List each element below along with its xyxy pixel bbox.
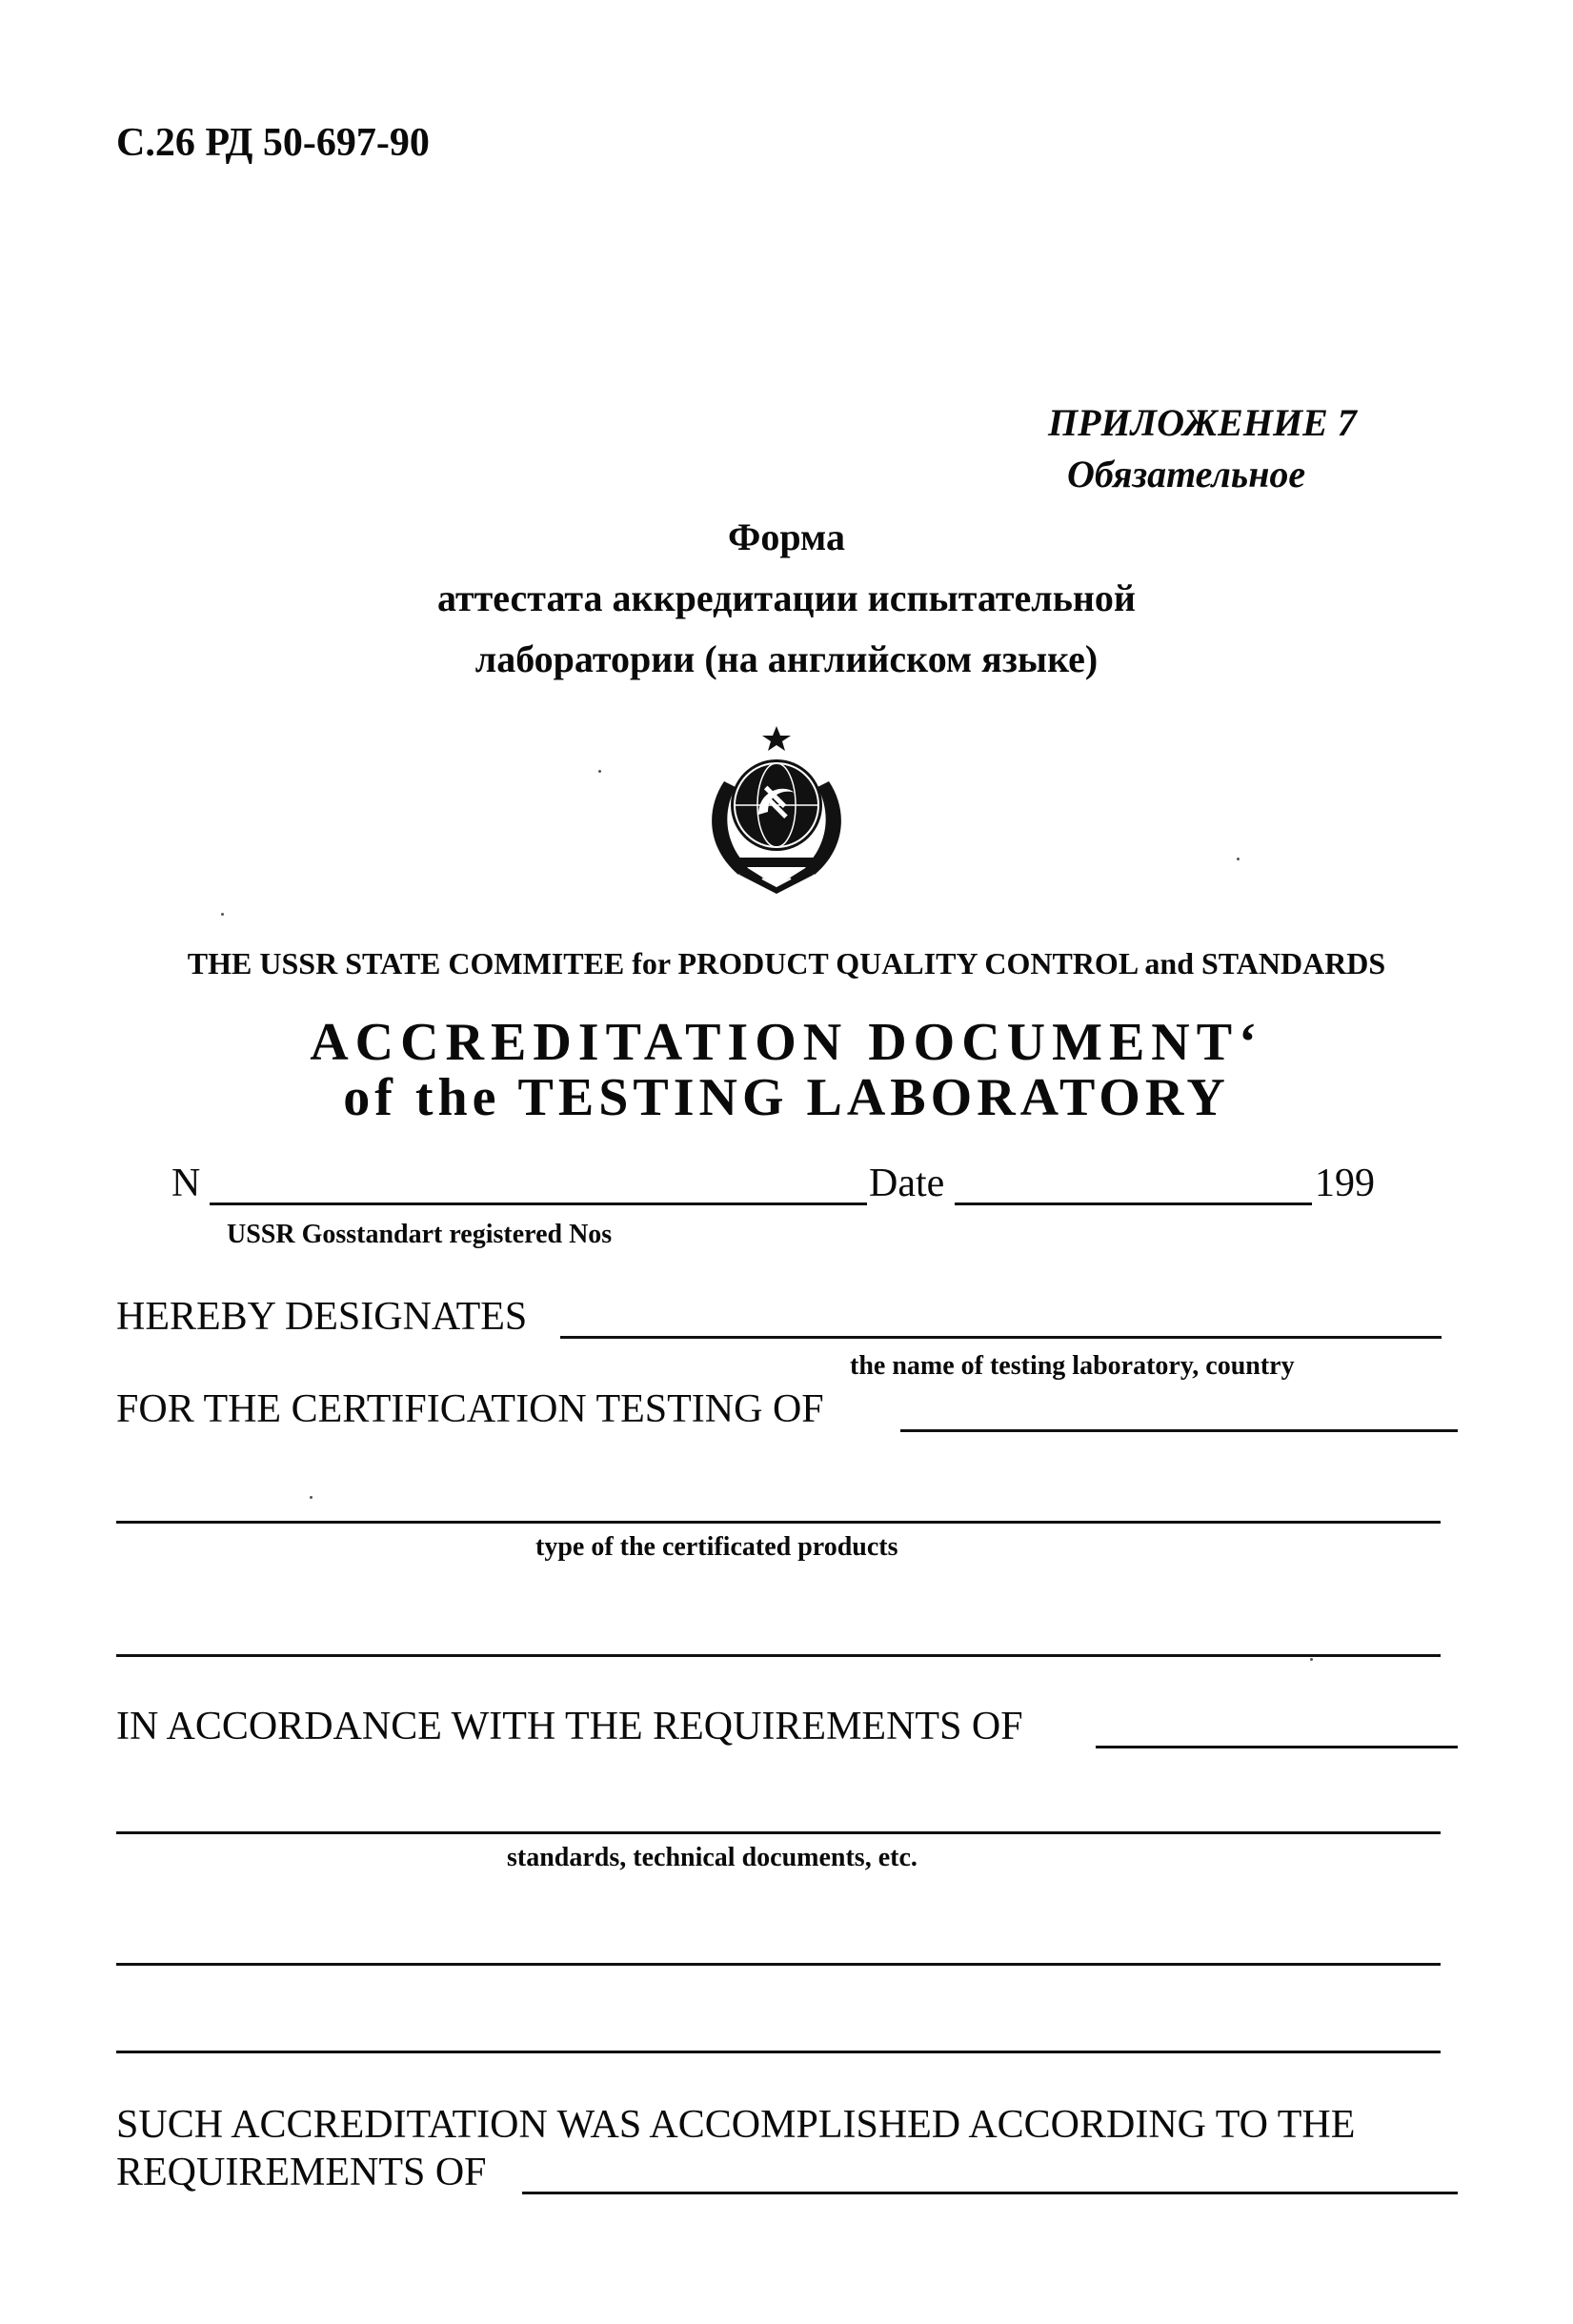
- standards-field-continued-1[interactable]: [116, 1963, 1441, 1966]
- scan-speck: [1237, 858, 1240, 860]
- standards-caption: standards, technical documents, etc.: [507, 1843, 918, 1872]
- accomplished-line2: REQUIREMENTS OF: [116, 2151, 487, 2194]
- page-reference: С.26 РД 50-697-90: [116, 121, 430, 165]
- document-title-line2: of the TESTING LABORATORY: [343, 1068, 1230, 1127]
- scan-speck: [310, 1496, 313, 1499]
- products-field-continued[interactable]: [116, 1654, 1441, 1657]
- registration-number-field[interactable]: [210, 1202, 867, 1205]
- scan-speck: [1310, 1658, 1313, 1661]
- document-title-line1: ACCREDITATION DOCUMENT‘: [310, 1013, 1263, 1072]
- standards-field-continued-2[interactable]: [116, 2051, 1441, 2053]
- products-caption: type of the certificated products: [535, 1532, 898, 1562]
- testing-field[interactable]: [900, 1429, 1458, 1432]
- form-description-line1: аттестата аккредитации испытательной: [437, 576, 1136, 619]
- scan-speck: [221, 913, 224, 916]
- form-title: Форма: [728, 515, 845, 558]
- year-prefix: 199: [1315, 1162, 1375, 1205]
- accomplished-field[interactable]: [522, 2192, 1458, 2194]
- date-field[interactable]: [955, 1202, 1312, 1205]
- testing-label: FOR THE CERTIFICATION TESTING OF: [116, 1387, 824, 1431]
- annex-label: ПРИЛОЖЕНИЕ 7: [1048, 401, 1357, 444]
- laboratory-name-field[interactable]: [560, 1336, 1442, 1339]
- designates-label: HEREBY DESIGNATES: [116, 1295, 528, 1339]
- standards-field[interactable]: [116, 1831, 1441, 1834]
- requirements-label: IN ACCORDANCE WITH THE REQUIREMENTS OF: [116, 1705, 1023, 1748]
- committee-name: THE USSR STATE COMMITEE for PRODUCT QUALITY CONTROL and STANDARDS: [187, 946, 1386, 980]
- requirements-field[interactable]: [1096, 1746, 1458, 1748]
- accomplished-line1: SUCH ACCREDITATION WAS ACCOMPLISHED ACCORDING TO THE: [116, 2103, 1356, 2147]
- number-label: N: [171, 1162, 201, 1205]
- designates-caption: the name of testing laboratory, country: [850, 1351, 1295, 1381]
- ussr-state-emblem-icon: [696, 724, 857, 896]
- products-field[interactable]: [116, 1521, 1441, 1524]
- scan-speck: [598, 770, 601, 773]
- date-label: Date: [869, 1162, 945, 1205]
- form-description-line2: лаборатории (на английском языке): [474, 637, 1099, 680]
- annex-status: Обязательное: [1067, 453, 1306, 495]
- registered-caption: USSR Gosstandart registered Nos: [227, 1220, 613, 1249]
